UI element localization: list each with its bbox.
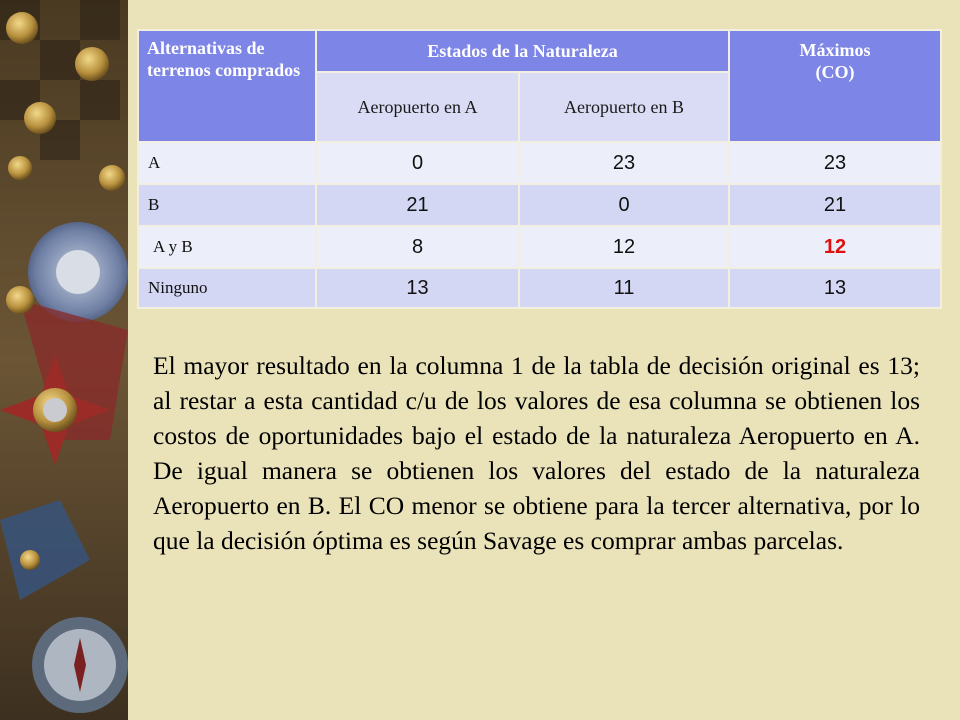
header-states: Estados de la Naturaleza [316,30,729,72]
header-alternatives: Alternativas de terrenos comprados [138,30,316,142]
table-row [138,184,941,226]
header-maximos-line2: (CO) [815,62,855,82]
header-state-b-text: Aeropuerto en B [564,97,684,117]
cell-state-b: 0 [519,184,729,226]
header-maximos-line1: Máximos [799,40,871,60]
decorative-medals-image [0,0,128,720]
header-state-a [316,72,519,142]
row-label: A y B [138,226,316,268]
row-label: B [138,184,316,226]
explanation-paragraph: El mayor resultado en la columna 1 de la tabla de decisión original es 13; al restar a esta cantidad c/u de los valores de esa columna se obtienen los costos de oportunidades bajo el estado de la naturaleza Aeropuerto en A. De igual manera se obtienen los valores del estado de la naturaleza Aeropuerto en B. El CO menor se obtiene para la tercer alternativa, por lo que la decisión óptima es según Savage es comprar ambas parcelas. [153,351,920,555]
cell-max: 13 [729,268,941,308]
header-state-a-text: Aeropuerto en A [357,97,478,117]
cell-state-a: 13 [316,268,519,308]
cell-state-b: 12 [519,226,729,268]
table-row [138,142,941,184]
row-label: Ninguno [138,268,316,308]
cell-state-a: 8 [316,226,519,268]
table-row [138,226,941,268]
table-row [138,268,941,308]
cell-max: 23 [729,142,941,184]
decision-table [137,29,942,309]
cell-state-a: 0 [316,142,519,184]
header-maximos [729,30,941,142]
cell-max-highlight: 12 [729,226,941,268]
cell-max: 21 [729,184,941,226]
cell-state-b: 23 [519,142,729,184]
header-state-b [519,72,729,142]
cell-state-a: 21 [316,184,519,226]
cell-state-b: 11 [519,268,729,308]
row-label: A [138,142,316,184]
